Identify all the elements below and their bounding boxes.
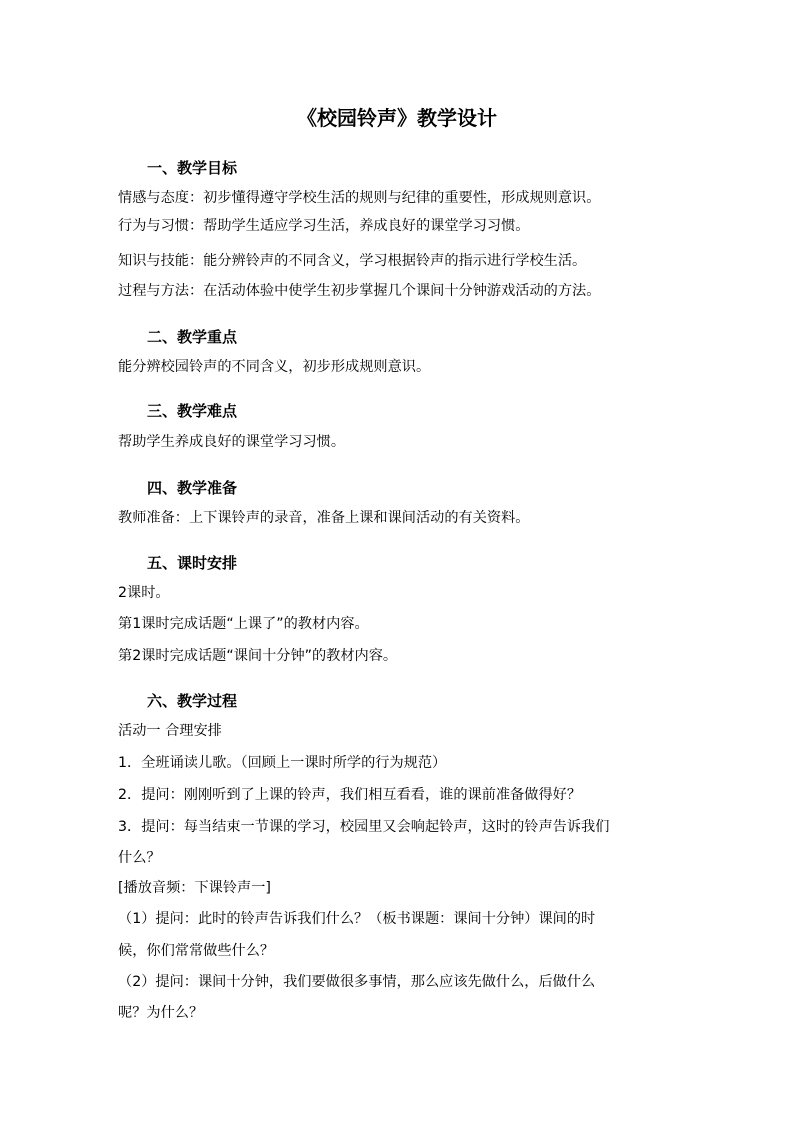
paragraph-line: 候，你们常常做些什么？ — [118, 943, 275, 959]
section-heading-schedule: 五、课时安排 — [147, 554, 238, 572]
paragraph-line: （2）提问：课间十分钟，我们要做很多事情，那么应该先做什么，后做什么 — [118, 974, 596, 990]
paragraph-line: （1）提问：此时的铃声告诉我们什么？（板书课题：课间十分钟）课间的时 — [118, 911, 596, 927]
section-heading-key-points: 二、教学重点 — [147, 328, 238, 346]
section-heading-process: 六、教学过程 — [147, 692, 238, 710]
paragraph-line: 教师准备：上下课铃声的录音，准备上课和课间活动的有关资料。 — [118, 510, 530, 526]
paragraph-line: 2．提问：刚刚听到了上课的铃声，我们相互看看，谁的课前准备做得好？ — [118, 787, 582, 803]
paragraph-line: 什么？ — [118, 850, 161, 866]
paragraph-line: [播放音频：下课铃声一] — [118, 880, 271, 896]
paragraph-line: 过程与方法：在活动体验中使学生初步掌握几个课间十分钟游戏活动的方法。 — [118, 283, 601, 299]
paragraph-line: 能分辨校园铃声的不同含义，初步形成规则意识。 — [118, 359, 431, 375]
paragraph-line: 第1课时完成话题“上课了”的教材内容。 — [118, 616, 369, 632]
paragraph-line: 呢？为什么？ — [118, 1005, 204, 1021]
paragraph-line: 行为与习惯：帮助学生适应学习生活，养成良好的课堂学习习惯。 — [118, 218, 530, 234]
section-heading-preparation: 四、教学准备 — [147, 479, 238, 497]
paragraph-line: 第2课时完成话题“课间十分钟”的教材内容。 — [118, 648, 398, 664]
paragraph-line: 知识与技能：能分辨铃声的不同含义，学习根据铃声的指示进行学校生活。 — [118, 253, 587, 269]
section-heading-objectives: 一、教学目标 — [147, 159, 238, 177]
paragraph-line: 情感与态度：初步懂得遵守学校生活的规则与纪律的重要性，形成规则意识。 — [118, 190, 601, 206]
paragraph-line: 帮助学生养成良好的课堂学习习惯。 — [118, 434, 346, 450]
paragraph-line: 1．全班诵读儿歌。（回顾上一课时所学的行为规范） — [118, 755, 447, 771]
paragraph-line: 活动一 合理安排 — [118, 723, 222, 739]
paragraph-line: 2课时。 — [118, 585, 170, 601]
section-heading-difficulties: 三、教学难点 — [147, 402, 238, 420]
document-title: 《校园铃声》教学设计 — [297, 106, 497, 130]
paragraph-line: 3．提问：每当结束一节课的学习，校园里又会响起铃声，这时的铃声告诉我们 — [118, 819, 610, 835]
